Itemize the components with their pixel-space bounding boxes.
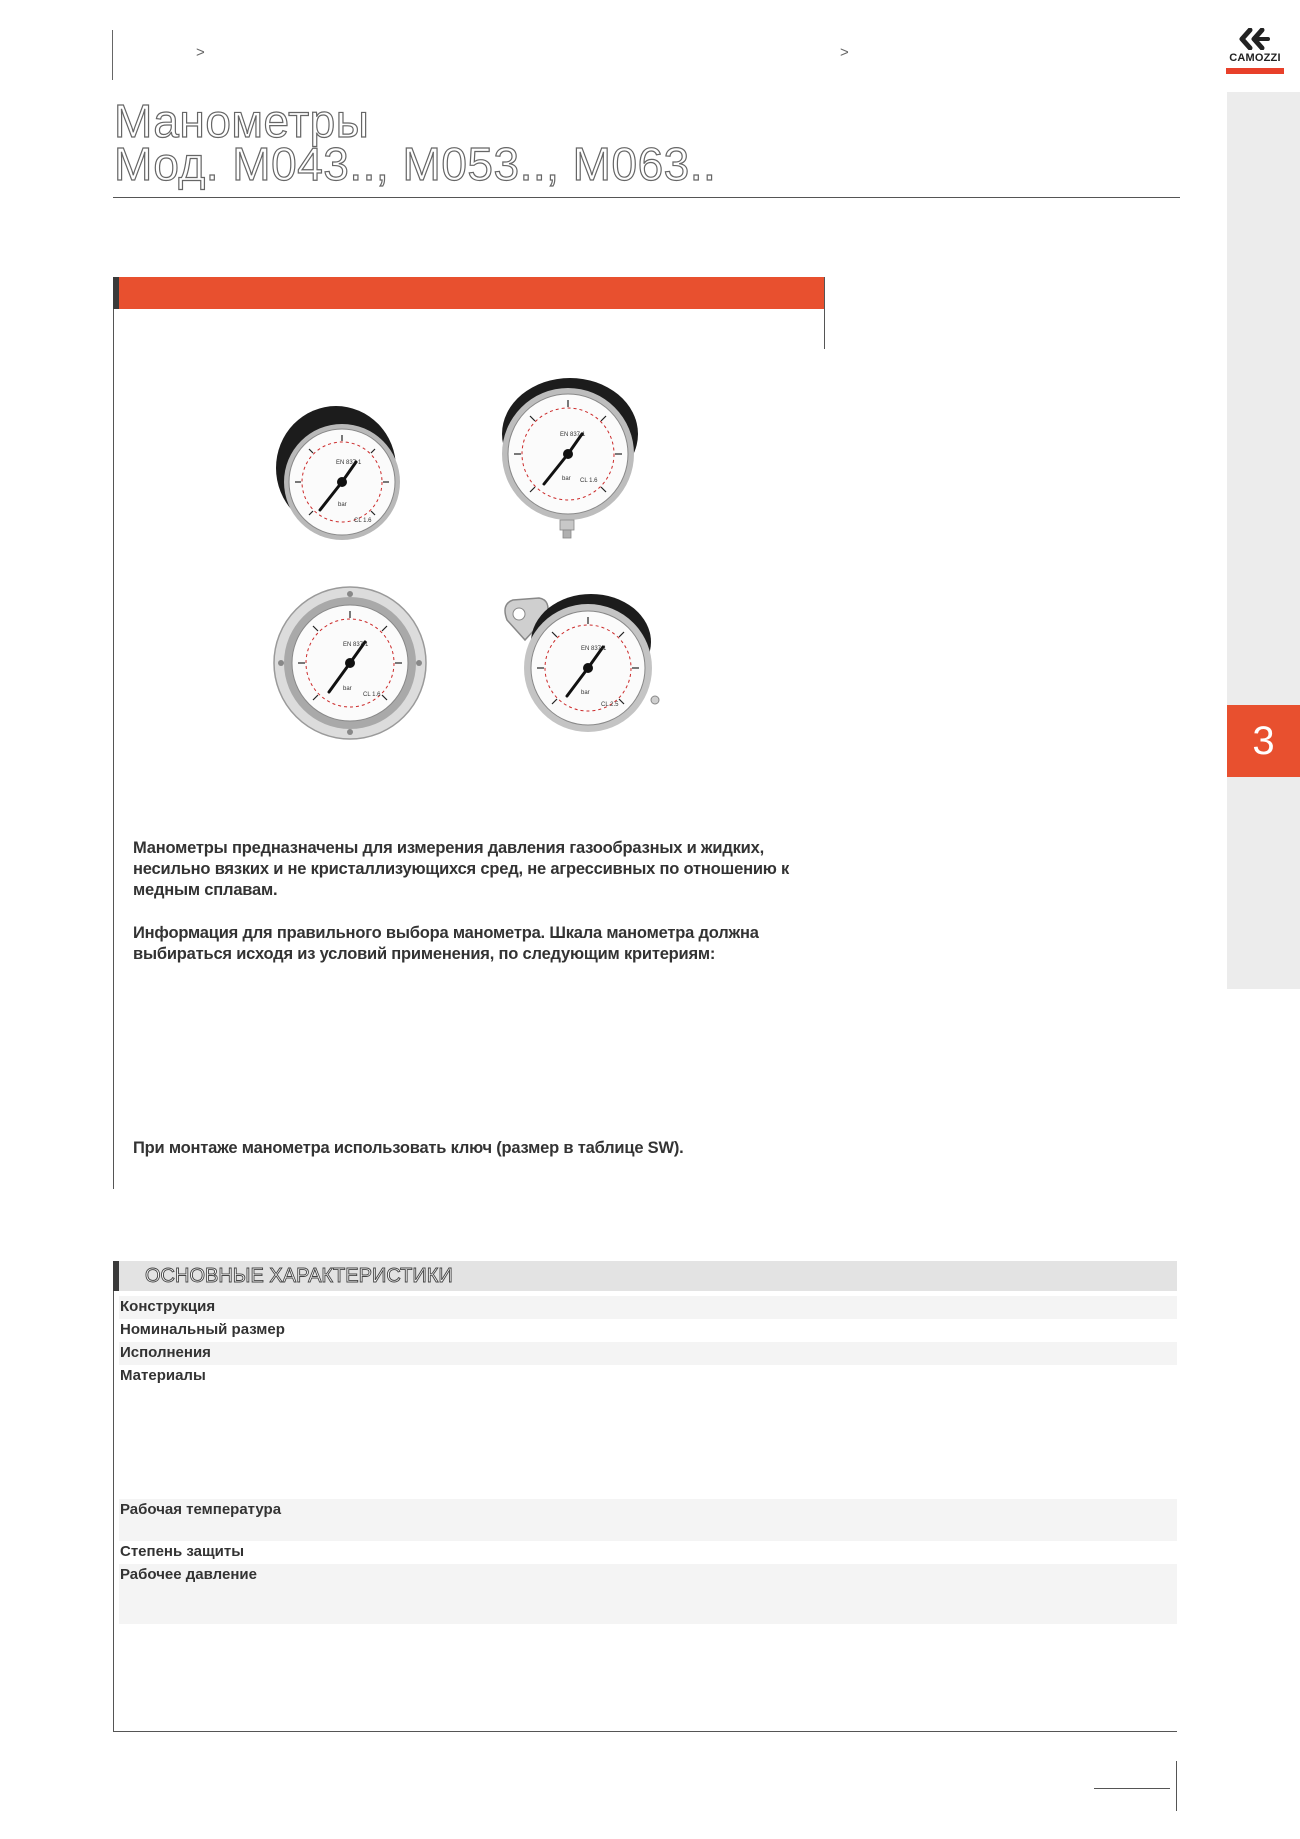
spec-label: Номинальный размер xyxy=(120,1321,285,1338)
characteristics-divider xyxy=(113,1291,114,1731)
spec-label: Материалы xyxy=(120,1367,206,1384)
spec-label: Рабочее давление xyxy=(120,1566,257,1583)
footer-divider xyxy=(1176,1761,1177,1811)
spec-row-operating-temperature xyxy=(119,1499,1177,1541)
section-banner xyxy=(119,277,824,309)
spec-row-construction xyxy=(119,1296,1177,1319)
breadcrumb-separator-1: > xyxy=(196,44,205,61)
spec-label: Рабочая температура xyxy=(120,1501,282,1518)
footer-rule xyxy=(1094,1788,1170,1789)
spec-label: Степень защиты xyxy=(120,1543,245,1560)
spec-label: Исполнения xyxy=(120,1344,211,1361)
gauge-3-unit: bar xyxy=(343,686,352,692)
header-divider xyxy=(112,30,113,80)
gauge-panel-bracket-image xyxy=(495,590,665,745)
page-title-line-1: Манометры xyxy=(114,95,370,147)
logo-bar xyxy=(1226,68,1284,74)
gauge-icon xyxy=(273,586,428,741)
gauge-3-standard: EN 837-1 xyxy=(343,642,369,648)
page-title-line-2: Мод. M043.., M053.., M063.. xyxy=(114,138,717,190)
characteristics-bottom-rule xyxy=(113,1731,1177,1732)
gauge-2-class: CL 1.6 xyxy=(580,478,598,484)
left-divider xyxy=(113,309,114,1189)
gauge-3-class: CL 1.6 xyxy=(363,692,381,698)
gauge-4-unit: bar xyxy=(581,690,590,696)
gauge-1-unit: bar xyxy=(338,502,347,508)
camozzi-logo xyxy=(1226,28,1284,76)
gauge-front-flange-image xyxy=(273,586,428,746)
chapter-tab[interactable]: 3 xyxy=(1227,705,1300,777)
camozzi-mark-icon xyxy=(1238,28,1270,50)
gauge-4-standard: EN 837-1 xyxy=(581,646,607,652)
description-paragraph-1: Манометры предназначены для измерения давления газообразных и жидких, несильно вязких и не кристаллизующихся сред, не агрессивных по отношению к медным сплавам. xyxy=(133,839,790,899)
gauge-rear-connection-image xyxy=(276,402,411,547)
gauge-1-class: CL 1.6 xyxy=(354,518,372,524)
gauge-icon xyxy=(496,374,641,539)
gauge-2-unit: bar xyxy=(562,476,571,482)
banner-divider xyxy=(824,277,825,349)
gauge-icon xyxy=(495,590,665,740)
characteristics-heading: ОСНОВНЫЕ ХАРАКТЕРИСТИКИ xyxy=(145,1265,453,1287)
side-strip xyxy=(1227,92,1300,989)
gauge-4-class: CL 2.5 xyxy=(601,702,619,708)
spec-row-operating-pressure xyxy=(119,1564,1177,1624)
gauge-bottom-connection-image xyxy=(496,374,641,544)
breadcrumb-separator-2: > xyxy=(840,44,849,61)
spec-label: Конструкция xyxy=(120,1298,216,1315)
spec-row-protection-degree xyxy=(119,1541,1177,1564)
logo-text: CAMOZZI xyxy=(1229,52,1281,64)
spec-row-nominal-size xyxy=(119,1319,1177,1342)
spec-row-materials xyxy=(119,1365,1177,1499)
gauge-2-standard: EN 837-1 xyxy=(560,432,586,438)
spec-row-versions xyxy=(119,1342,1177,1365)
gauge-1-standard: EN 837-1 xyxy=(336,460,362,466)
description-paragraph-2: Информация для правильного выбора манометра. Шкала манометра должна выбираться исходя из условий применения, по следующим критериям: xyxy=(133,924,759,963)
description-paragraph-3: При монтаже манометра использовать ключ (размер в таблице SW). xyxy=(133,1139,684,1157)
gauge-icon xyxy=(276,402,411,542)
title-rule xyxy=(113,197,1180,198)
